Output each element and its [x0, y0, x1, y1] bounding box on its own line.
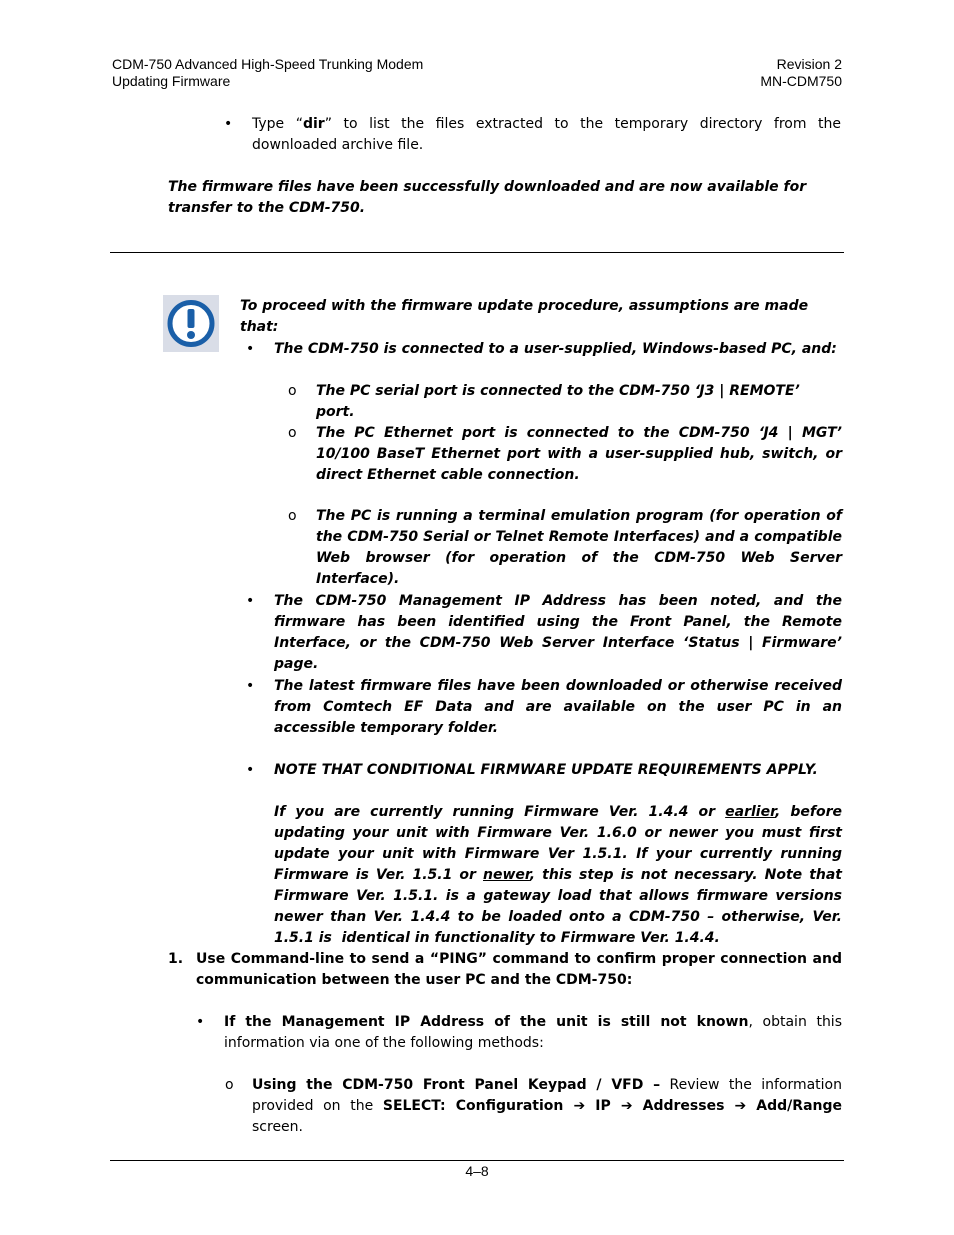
- revision: Revision 2: [776, 56, 842, 72]
- circle-glyph: o: [288, 508, 297, 524]
- conditional-note-title: NOTE THAT CONDITIONAL FIRMWARE UPDATE REQUIREMENTS APPLY.: [274, 762, 818, 778]
- header-right: [760, 56, 842, 90]
- header-left: [112, 56, 423, 90]
- assumption-ip-noted: The CDM-750 Management IP Address has been noted, and the firmware has been identified using the Front Panel, the Remote Interface, or the CDM-750 Web Server Interface ‘Status | Firmware’ page.: [274, 593, 842, 672]
- assumption-ethernet: The PC Ethernet port is connected to the CDM-750 ‘J4 | MGT’ 10/100 BaseT Ethernet port with a user-supplied hub, switch, or direct Ethernet cable connection.: [316, 425, 842, 483]
- assumption-terminal: The PC is running a terminal emulation program (for operation of the CDM-750 Serial or Telnet Remote Interfaces) and a compatible Web browser (for operation of the CDM-750 Web Server Interface).: [316, 508, 842, 587]
- bullet-glyph: •: [246, 341, 255, 357]
- conditional-note-body: If you are currently running Firmware Ver. 1.4.4 or earlier, before updating your unit with Firmware Ver. 1.6.0 or newer you must first update your unit with Firmware Ver 1.5.1. If your currently running Firmware is Ver. 1.5.1 or newer, this step is not necessary. Note that Firmware Ver. 1.5.1. is a gateway load that allows firmware versions newer than Ver. 1.4.4 to be loaded onto a CDM-750 – otherwise, Ver. 1.5.1 is identical in functionality to Firmware Ver. 1.4.4.: [274, 804, 842, 946]
- note-lead: To proceed with the firmware update procedure, assumptions are made that:: [240, 298, 809, 335]
- ip-unknown-bullet: If the Management IP Address of the unit is still not known, obtain this information via one of the following methods:: [224, 1014, 842, 1051]
- important-notice-icon: [163, 295, 219, 352]
- menu-path: SELECT: Configuration ➔ IP ➔ Addresses ➔ Add/Range: [382, 1098, 842, 1114]
- dir-instruction: Type “dir” to list the files extracted to the temporary directory from the downloaded archive file.: [252, 116, 841, 153]
- circle-glyph: o: [288, 425, 297, 441]
- manual-number: MN-CDM750: [760, 73, 842, 89]
- circle-glyph: o: [225, 1077, 234, 1093]
- front-panel-method: Using the CDM-750 Front Panel Keypad / VFD – Review the information provided on the SELECT: Configuration ➔ IP ➔ Addresses ➔ Add/Range screen.: [252, 1077, 842, 1135]
- step-number: 1.: [168, 951, 184, 967]
- bullet-glyph: •: [246, 678, 255, 694]
- divider-bottom: [110, 1160, 844, 1161]
- dir-command: dir: [302, 116, 325, 132]
- success-message: The firmware files have been successfully downloaded and are now available for transfer to the CDM-750.: [168, 179, 807, 216]
- circle-glyph: o: [288, 383, 297, 399]
- doc-title: CDM-750 Advanced High-Speed Trunking Modem: [112, 56, 424, 72]
- bullet-glyph: •: [246, 762, 255, 778]
- assumption-serial: The PC serial port is connected to the CDM-750 ‘J3 | REMOTE’ port.: [316, 383, 800, 420]
- assumption-connected: The CDM-750 is connected to a user-supplied, Windows-based PC, and:: [274, 341, 837, 357]
- bullet-glyph: •: [196, 1014, 205, 1030]
- bullet-glyph: •: [224, 116, 233, 132]
- section-title: Updating Firmware: [112, 73, 231, 89]
- step-ping-instruction: Use Command-line to send a “PING” command to confirm proper connection and communication between the user PC and the CDM-750:: [196, 951, 842, 988]
- bullet-glyph: •: [246, 593, 255, 609]
- page-number: 4–8: [465, 1163, 489, 1179]
- divider-top: [110, 252, 844, 253]
- assumption-files: The latest firmware files have been downloaded or otherwise received from Comtech EF Data and are available on the user PC in an accessible temporary folder.: [274, 678, 842, 736]
